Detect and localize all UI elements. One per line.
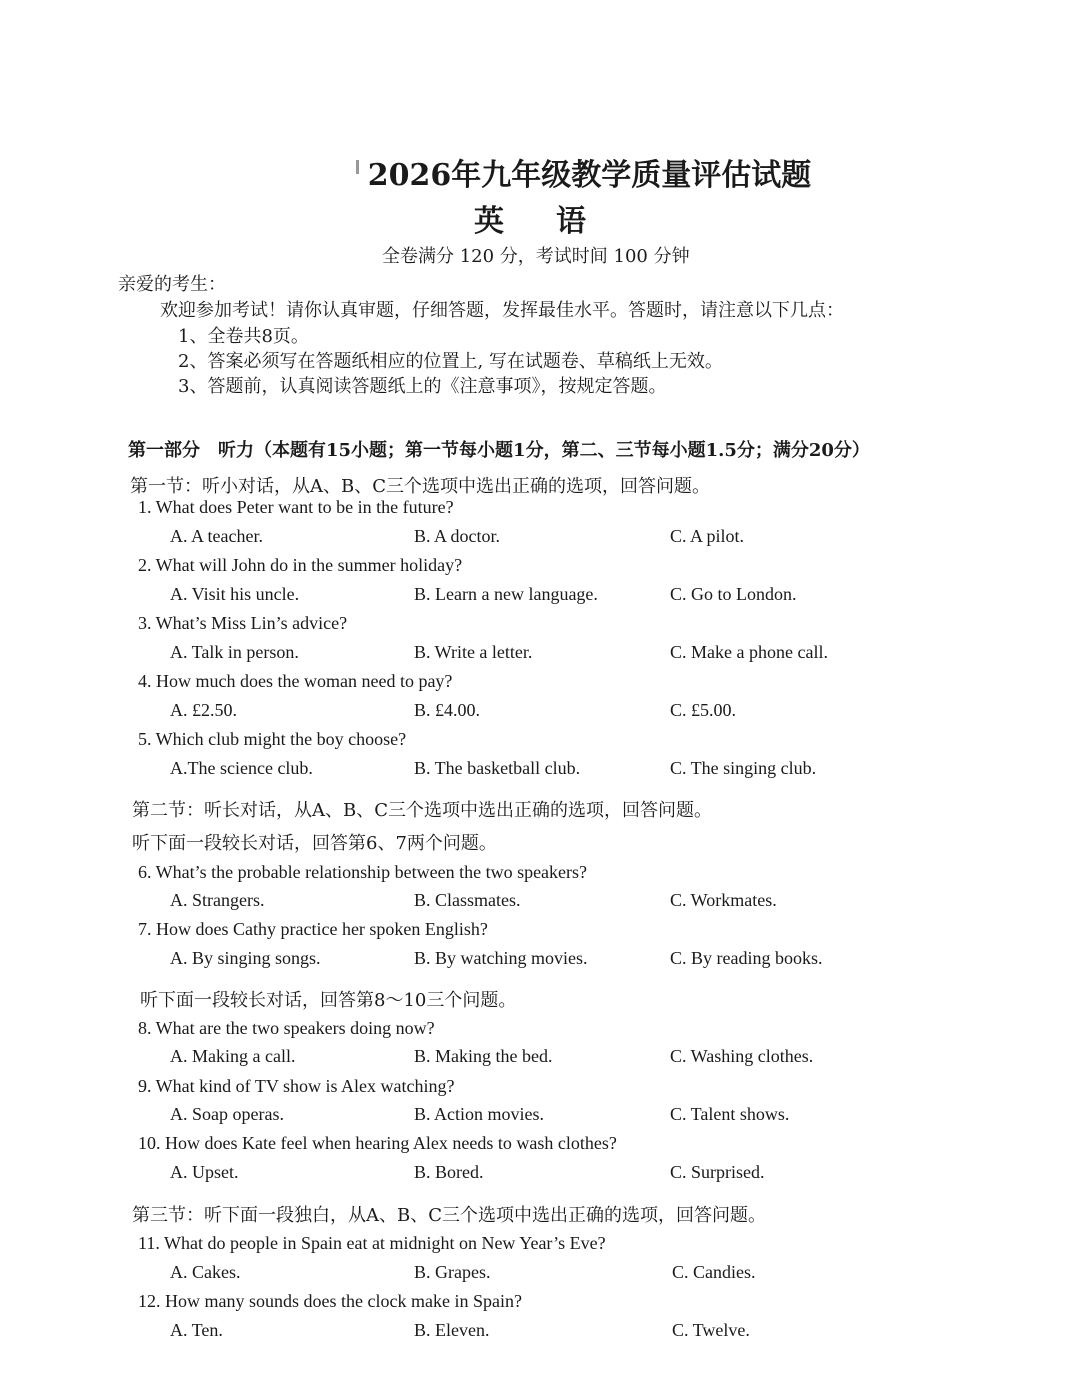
notice-item: 1、全卷共8页。	[178, 326, 309, 347]
part-title: 第一部分 听力（本题有15小题；第一节每小题1分，第二、三节每小题1.5分；满分20分）	[128, 440, 870, 461]
option-b: B. Classmates.	[414, 890, 521, 910]
question-text: 10. How does Kate feel when hearing Alex needs to wash clothes?	[138, 1133, 617, 1153]
notice-item: 2、答案必须写在答题纸相应的位置上, 写在试题卷、草稿纸上无效。	[178, 351, 723, 372]
greeting: 亲爱的考生：	[118, 274, 226, 295]
option-b: B. Learn a new language.	[414, 584, 598, 604]
option-c: C. Make a phone call.	[670, 642, 828, 662]
option-a: A. Talk in person.	[170, 642, 299, 662]
option-b: B. A doctor.	[414, 526, 501, 546]
option-c: C. Candies.	[672, 1262, 756, 1282]
option-a: A. Ten.	[170, 1320, 223, 1340]
option-a: A. £2.50.	[170, 700, 237, 720]
question-text: 9. What kind of TV show is Alex watching?	[138, 1076, 455, 1096]
exam-title: 2026年九年级教学质量评估试题	[367, 158, 812, 193]
section-subheading: 听下面一段较长对话，回答第8～10三个问题。	[140, 990, 517, 1011]
option-a: A. Making a call.	[170, 1046, 296, 1066]
question-text: 12. How many sounds does the clock make in Spain?	[138, 1291, 522, 1311]
option-a: A. Strangers.	[170, 890, 265, 910]
option-b: B. Eleven.	[414, 1320, 490, 1340]
option-b: B. The basketball club.	[414, 758, 581, 778]
question-text: 2. What will John do in the summer holiday?	[138, 555, 463, 575]
option-c: C. A pilot.	[670, 526, 745, 546]
question-text: 8. What are the two speakers doing now?	[138, 1018, 435, 1038]
option-c: C. The singing club.	[670, 758, 817, 778]
option-b: B. Bored.	[414, 1162, 484, 1182]
subject-title: 英语	[474, 204, 638, 239]
option-a: A. A teacher.	[170, 526, 263, 546]
option-c: C. Washing clothes.	[670, 1046, 814, 1066]
section-heading: 第一节：听小对话，从A、B、C三个选项中选出正确的选项，回答问题。	[130, 476, 710, 497]
option-b: B. Action movies.	[414, 1104, 544, 1124]
section-subheading: 听下面一段较长对话，回答第6、7两个问题。	[132, 833, 497, 854]
option-c: C. Twelve.	[672, 1320, 750, 1340]
option-b: B. By watching movies.	[414, 948, 588, 968]
question-text: 3. What’s Miss Lin’s advice?	[138, 613, 348, 633]
question-text: 1. What does Peter want to be in the future?	[138, 497, 454, 517]
section-heading: 第二节：听长对话，从A、B、C三个选项中选出正确的选项，回答问题。	[132, 800, 712, 821]
option-c: C. Go to London.	[670, 584, 797, 604]
question-text: 7. How does Cathy practice her spoken English?	[138, 919, 488, 939]
option-c: C. Surprised.	[670, 1162, 765, 1182]
option-b: B. Making the bed.	[414, 1046, 553, 1066]
intro-text: 欢迎参加考试！请你认真审题，仔细答题，发挥最佳水平。答题时，请注意以下几点：	[160, 300, 844, 321]
question-text: 4. How much does the woman need to pay?	[138, 671, 453, 691]
option-c: C. Workmates.	[670, 890, 777, 910]
question-text: 11. What do people in Spain eat at midnight on New Year’s Eve?	[138, 1233, 606, 1253]
option-c: C. Talent shows.	[670, 1104, 790, 1124]
option-c: C. £5.00.	[670, 700, 737, 720]
notice-item: 3、答题前，认真阅读答题纸上的《注意事项》，按规定答题。	[178, 376, 667, 397]
exam-meta: 全卷满分 120 分，考试时间 100 分钟	[382, 246, 690, 267]
option-a: A. By singing songs.	[170, 948, 321, 968]
option-a: A. Upset.	[170, 1162, 239, 1182]
option-b: B. £4.00.	[414, 700, 481, 720]
option-a: A. Visit his uncle.	[170, 584, 300, 604]
section-heading: 第三节：听下面一段独白，从A、B、C三个选项中选出正确的选项，回答问题。	[132, 1205, 766, 1226]
option-b: B. Grapes.	[414, 1262, 491, 1282]
option-b: B. Write a letter.	[414, 642, 533, 662]
option-a: A.The science club.	[170, 758, 313, 778]
option-a: A. Cakes.	[170, 1262, 241, 1282]
question-text: 5. Which club might the boy choose?	[138, 729, 407, 749]
option-c: C. By reading books.	[670, 948, 823, 968]
question-text: 6. What’s the probable relationship between the two speakers?	[138, 862, 588, 882]
option-a: A. Soap operas.	[170, 1104, 284, 1124]
